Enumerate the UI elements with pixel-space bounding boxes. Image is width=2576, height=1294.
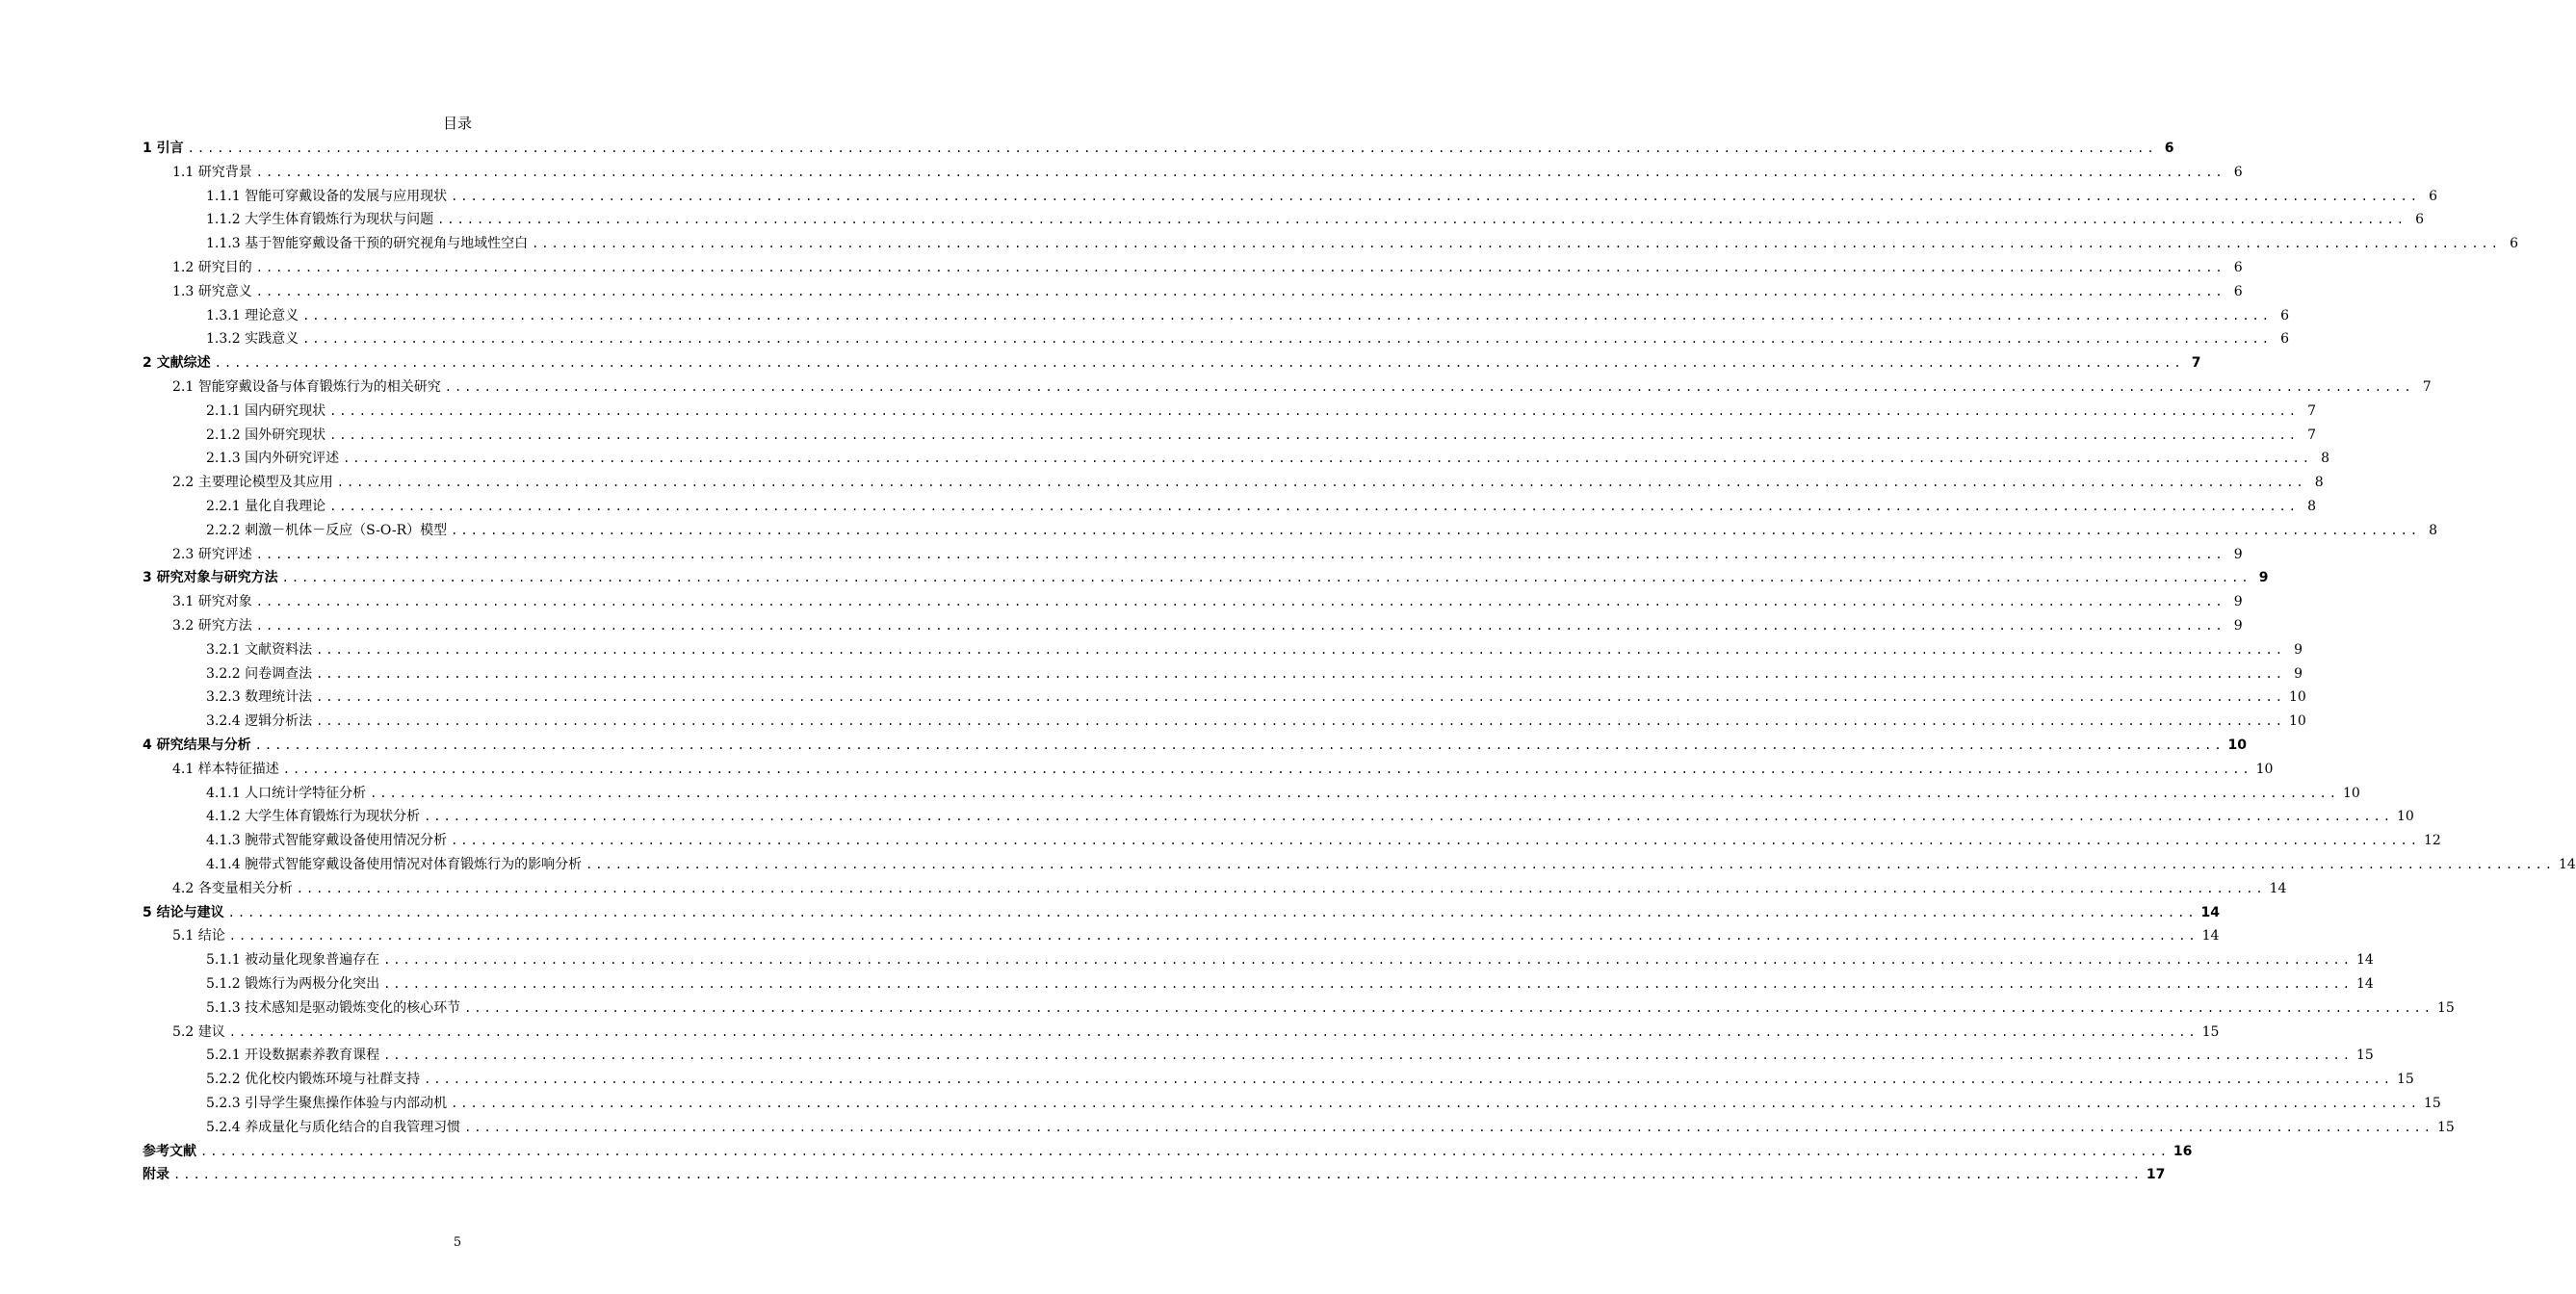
toc-entry-page: 10 [2227, 738, 2248, 753]
toc-entry-label: 2.1.1 国内研究现状 [206, 402, 326, 419]
toc-entry-page: 6 [2280, 331, 2289, 348]
toc-dot-leader: ........................................................................................................................................................................................................ [329, 427, 2299, 442]
toc-entry-page: 15 [2424, 1096, 2441, 1111]
toc-dot-leader: ........................................................................................................................................................................................................ [255, 284, 2225, 298]
toc-entry-page: 10 [2255, 761, 2274, 777]
toc-entry-label: 5.1.1 被动量化现象普遍存在 [206, 952, 380, 969]
toc-entry-page: 10 [2343, 785, 2360, 801]
toc-dot-leader: ........................................................................................................................................................................................................ [444, 380, 2414, 394]
toc-entry-label: 3.2.2 问卷调查法 [206, 665, 313, 682]
toc-entry[interactable] [143, 567, 2269, 588]
toc-entry-label: 5.1 结论 [172, 928, 225, 945]
toc-entry[interactable] [206, 401, 2316, 422]
toc-dot-leader: ........................................................................................................................................................................................................ [424, 810, 2393, 824]
toc-entry-page: 15 [2397, 1072, 2414, 1088]
toc-dot-leader: ........................................................................................................................................................................................................ [255, 547, 2225, 561]
toc-dot-leader: ........................................................................................................................................................................................................ [214, 356, 2184, 371]
toc-entry-label: 3.2.4 逻辑分析法 [206, 713, 313, 730]
toc-entry-label: 2.1.2 国外研究现状 [206, 427, 326, 443]
toc-entry[interactable] [206, 305, 2289, 326]
toc-entry-label: 2.2.1 量化自我理论 [206, 499, 326, 514]
toc-entry-label: 1.3.1 理论意义 [206, 307, 299, 324]
toc-entry-label: 4.1.2 大学生体育锻炼行为现状分析 [206, 809, 421, 825]
toc-entry[interactable] [206, 997, 2455, 1019]
toc-entry-label: 参考文献 [143, 1143, 196, 1159]
toc-entry[interactable] [206, 425, 2316, 446]
toc-entry[interactable] [143, 138, 2174, 159]
toc-dot-leader: ........................................................................................................................................................................................................ [329, 500, 2299, 513]
toc-entry-page: 14 [2269, 880, 2287, 896]
toc-entry[interactable] [172, 257, 2243, 278]
toc-entry-label: 3.1 研究对象 [172, 594, 252, 610]
toc-entry-page: 9 [2258, 570, 2269, 586]
toc-entry-label: 1.3 研究意义 [172, 283, 252, 299]
toc-entry-label: 3.2 研究方法 [172, 618, 252, 634]
toc-dot-leader: ........................................................................................................................................................................................................ [329, 403, 2299, 418]
toc-dot-leader: ........................................................................................................................................................................................................ [296, 881, 2266, 895]
toc-dot-leader: ........................................................................................................................................................................................................ [532, 237, 2501, 251]
toc-entry-page: 9 [2233, 594, 2243, 610]
toc-entry-page: 14 [2356, 952, 2374, 969]
toc-entry[interactable] [172, 925, 2220, 946]
toc-entry-label: 附录 [143, 1167, 169, 1183]
toc-entry[interactable] [206, 520, 2438, 541]
toc-entry-label: 4.1.1 人口统计学特征分析 [206, 785, 367, 801]
toc-dot-leader: ........................................................................................................................................................................................................ [302, 332, 2272, 347]
toc-entry-page: 9 [2294, 665, 2303, 682]
toc-entry[interactable] [206, 328, 2289, 349]
toc-entry[interactable] [206, 711, 2306, 732]
toc-entry[interactable] [172, 162, 2243, 183]
toc-entry-label: 3.2.1 文献资料法 [206, 641, 313, 658]
toc-entry-label: 1.2 研究目的 [172, 260, 252, 275]
toc-dot-leader: ........................................................................................................................................................................................................ [451, 1097, 2420, 1110]
toc-dot-leader: ........................................................................................................................................................................................................ [383, 1048, 2353, 1063]
toc-dot-leader: ........................................................................................................................................................................................................ [282, 762, 2252, 776]
toc-dot-leader: ........................................................................................................................................................................................................ [464, 1000, 2433, 1015]
toc-entry[interactable] [172, 544, 2243, 565]
toc-entry[interactable] [172, 759, 2274, 780]
toc-dot-leader: ........................................................................................................................................................................................................ [451, 189, 2420, 203]
toc-entry-page: 10 [2289, 689, 2306, 706]
toc-entry[interactable] [206, 949, 2374, 970]
toc-entry[interactable] [206, 1045, 2374, 1066]
toc-entry-label: 2 文献综述 [143, 355, 211, 372]
toc-entry-page: 15 [2356, 1048, 2374, 1064]
toc-entry-label: 4.2 各变量相关分析 [172, 880, 293, 896]
toc-entry[interactable] [206, 830, 2441, 851]
toc-dot-leader: ........................................................................................................................................................................................................ [255, 595, 2225, 609]
toc-entry-page: 10 [2289, 713, 2306, 730]
toc-entry[interactable] [143, 902, 2221, 923]
toc-entry-label: 4.1.3 腕带式智能穿戴设备使用情况分析 [206, 833, 448, 849]
toc-entry-page: 6 [2164, 141, 2174, 156]
toc-entry-label: 5.2.4 养成量化与质化结合的自我管理习惯 [206, 1119, 461, 1135]
toc-entry-page: 15 [2437, 1119, 2455, 1135]
page-number: 5 [453, 1235, 462, 1250]
toc-entry-label: 5.1.3 技术感知是驱动锻炼变化的核心环节 [206, 999, 461, 1016]
toc-dot-leader: ........................................................................................................................................................................................................ [424, 1073, 2393, 1087]
toc-entry[interactable] [206, 186, 2437, 207]
toc-dot-leader: ........................................................................................................................................................................................................ [343, 452, 2312, 466]
toc-entry[interactable] [206, 783, 2360, 804]
toc-entry-page: 6 [2233, 164, 2243, 180]
toc-entry[interactable] [206, 663, 2303, 685]
toc-entry-page: 6 [2429, 188, 2437, 204]
toc-entry[interactable] [172, 472, 2324, 493]
toc-entry[interactable] [172, 878, 2287, 899]
toc-entry-page: 14 [2200, 904, 2221, 920]
toc-entry[interactable] [206, 1117, 2455, 1138]
toc-entry-page: 7 [2191, 355, 2201, 372]
toc-entry[interactable] [206, 639, 2303, 660]
toc-dot-leader: ........................................................................................................................................................................................................ [451, 834, 2420, 848]
toc-entry-page: 7 [2307, 402, 2316, 419]
toc-entry-page: 15 [2437, 999, 2455, 1016]
toc-entry-label: 5.2 建议 [172, 1023, 225, 1040]
toc-dot-leader: ........................................................................................................................................................................................................ [464, 1120, 2433, 1134]
toc-dot-leader: ........................................................................................................................................................................................................ [316, 690, 2285, 705]
toc-dot-leader: ........................................................................................................................................................................................................ [187, 142, 2157, 155]
toc-dot-leader: ........................................................................................................................................................................................................ [316, 666, 2285, 681]
toc-entry-label: 1.1.3 基于智能穿戴设备干预的研究视角与地域性空白 [206, 236, 529, 252]
toc-entry-label: 2.3 研究评述 [172, 546, 252, 562]
toc-entry-page: 14 [2356, 976, 2374, 992]
toc-entry-page: 15 [2201, 1023, 2220, 1040]
toc-entry[interactable] [143, 735, 2248, 756]
toc-entry[interactable] [172, 376, 2432, 398]
toc-dot-leader: ........................................................................................................................................................................................................ [316, 714, 2285, 729]
toc-entry-page: 9 [2233, 618, 2243, 634]
toc-entry[interactable] [206, 686, 2306, 708]
toc-dot-leader: ........................................................................................................................................................................................................ [281, 571, 2251, 585]
toc-entry-page: 10 [2397, 809, 2414, 825]
toc-entry-page: 6 [2510, 236, 2518, 252]
toc-entry-page: 6 [2233, 283, 2243, 299]
toc-entry-page: 6 [2415, 212, 2424, 228]
toc-dot-leader: ........................................................................................................................................................................................................ [255, 619, 2225, 633]
toc-dot-leader: ........................................................................................................................................................................................................ [383, 953, 2353, 968]
toc-entry-label: 2.2.2 刺激－机体－反应（S-O-R）模型 [206, 522, 448, 538]
toc-dot-leader: ........................................................................................................................................................................................................ [228, 929, 2199, 944]
toc-entry-page: 8 [2429, 522, 2438, 538]
toc-entry[interactable] [206, 973, 2374, 995]
toc-entry[interactable] [172, 1022, 2220, 1043]
toc-entry-page: 6 [2233, 260, 2243, 275]
toc-entry[interactable] [143, 1141, 2193, 1162]
toc-entry-label: 2.1 智能穿戴设备与体育锻炼行为的相关研究 [172, 379, 441, 395]
toc-dot-leader: ........................................................................................................................................................................................................ [228, 1024, 2199, 1039]
toc-entry-page: 17 [2146, 1167, 2166, 1183]
toc-entry-label: 4.1 样本特征描述 [172, 761, 279, 777]
toc-dot-leader: ........................................................................................................................................................................................................ [437, 213, 2407, 227]
toc-dot-leader: ........................................................................................................................................................................................................ [302, 308, 2272, 323]
toc-entry[interactable] [172, 591, 2243, 612]
toc-entry-page: 8 [2314, 475, 2324, 491]
toc-dot-leader: ........................................................................................................................................................................................................ [585, 858, 2555, 871]
toc-entry[interactable] [206, 806, 2414, 827]
toc-entry-label: 1.1.2 大学生体育锻炼行为现状与问题 [206, 212, 434, 228]
toc-entry-page: 9 [2294, 641, 2303, 658]
toc-entry-page: 7 [2307, 427, 2316, 443]
toc-entry-label: 2.2 主要理论模型及其应用 [172, 475, 333, 491]
toc-entry-label: 4.1.4 腕带式智能穿戴设备使用情况对体育锻炼行为的影响分析 [206, 857, 583, 872]
toc-entry-page: 12 [2424, 833, 2441, 849]
toc-entry-page: 8 [2307, 499, 2316, 514]
toc-dot-leader: ........................................................................................................................................................................................................ [200, 1144, 2170, 1158]
toc-dot-leader: ........................................................................................................................................................................................................ [227, 905, 2198, 919]
toc-entry-label: 3.2.3 数理统计法 [206, 689, 313, 706]
toc-dot-leader: ........................................................................................................................................................................................................ [316, 642, 2285, 657]
toc-entry-page: 14 [2201, 928, 2220, 945]
toc-dot-leader: ........................................................................................................................................................................................................ [255, 165, 2225, 179]
toc-entry[interactable] [172, 281, 2243, 302]
toc-entry-label: 1.1 研究背景 [172, 164, 252, 180]
toc-dot-leader: ........................................................................................................................................................................................................ [370, 786, 2339, 800]
toc-entry-page: 16 [2173, 1143, 2193, 1159]
toc-entry-page: 7 [2422, 379, 2432, 395]
page-title: 目录 [442, 115, 472, 132]
toc-entry-label: 4 研究结果与分析 [143, 738, 251, 753]
toc-dot-leader: ........................................................................................................................................................................................................ [336, 476, 2306, 490]
toc-entry[interactable] [143, 1164, 2166, 1185]
toc-entry-label: 5 结论与建议 [143, 904, 224, 920]
toc-entry-label: 5.2.2 优化校内锻炼环境与社群支持 [206, 1072, 421, 1088]
toc-entry-label: 5.2.3 引导学生聚焦操作体验与内部动机 [206, 1096, 448, 1111]
toc-entry[interactable] [206, 496, 2316, 517]
toc-entry[interactable] [206, 209, 2424, 230]
toc-entry-page: 14 [2559, 857, 2576, 872]
toc-entry-page: 8 [2321, 451, 2329, 467]
toc-entry-label: 2.1.3 国内外研究评述 [206, 451, 340, 467]
toc-entry[interactable] [206, 233, 2518, 254]
toc-entry-label: 1.3.2 实践意义 [206, 331, 299, 348]
toc-dot-leader: ........................................................................................................................................................................................................ [255, 261, 2225, 274]
toc-entry-label: 5.1.2 锻炼行为两极分化突出 [206, 976, 380, 992]
toc-dot-leader: ........................................................................................................................................................................................................ [451, 523, 2421, 537]
toc-entry-page: 9 [2233, 546, 2243, 562]
toc-entry[interactable] [206, 1093, 2441, 1114]
toc-entry-label: 1 引言 [143, 141, 184, 156]
toc-entry-label: 1.1.1 智能可穿戴设备的发展与应用现状 [206, 188, 448, 204]
toc-entry[interactable] [172, 615, 2243, 636]
toc-entry[interactable] [206, 1069, 2414, 1090]
toc-dot-leader: ........................................................................................................................................................................................................ [383, 977, 2353, 991]
toc-entry[interactable] [206, 448, 2329, 469]
toc-entry[interactable] [143, 352, 2201, 374]
toc-entry[interactable] [206, 854, 2576, 875]
toc-dot-leader: ........................................................................................................................................................................................................ [173, 1168, 2143, 1182]
toc-entry-label: 3 研究对象与研究方法 [143, 570, 278, 586]
toc-entry-label: 5.2.1 开设数据素养教育课程 [206, 1048, 380, 1064]
toc-dot-leader: ........................................................................................................................................................................................................ [254, 738, 2225, 752]
toc-entry-page: 6 [2280, 307, 2289, 324]
